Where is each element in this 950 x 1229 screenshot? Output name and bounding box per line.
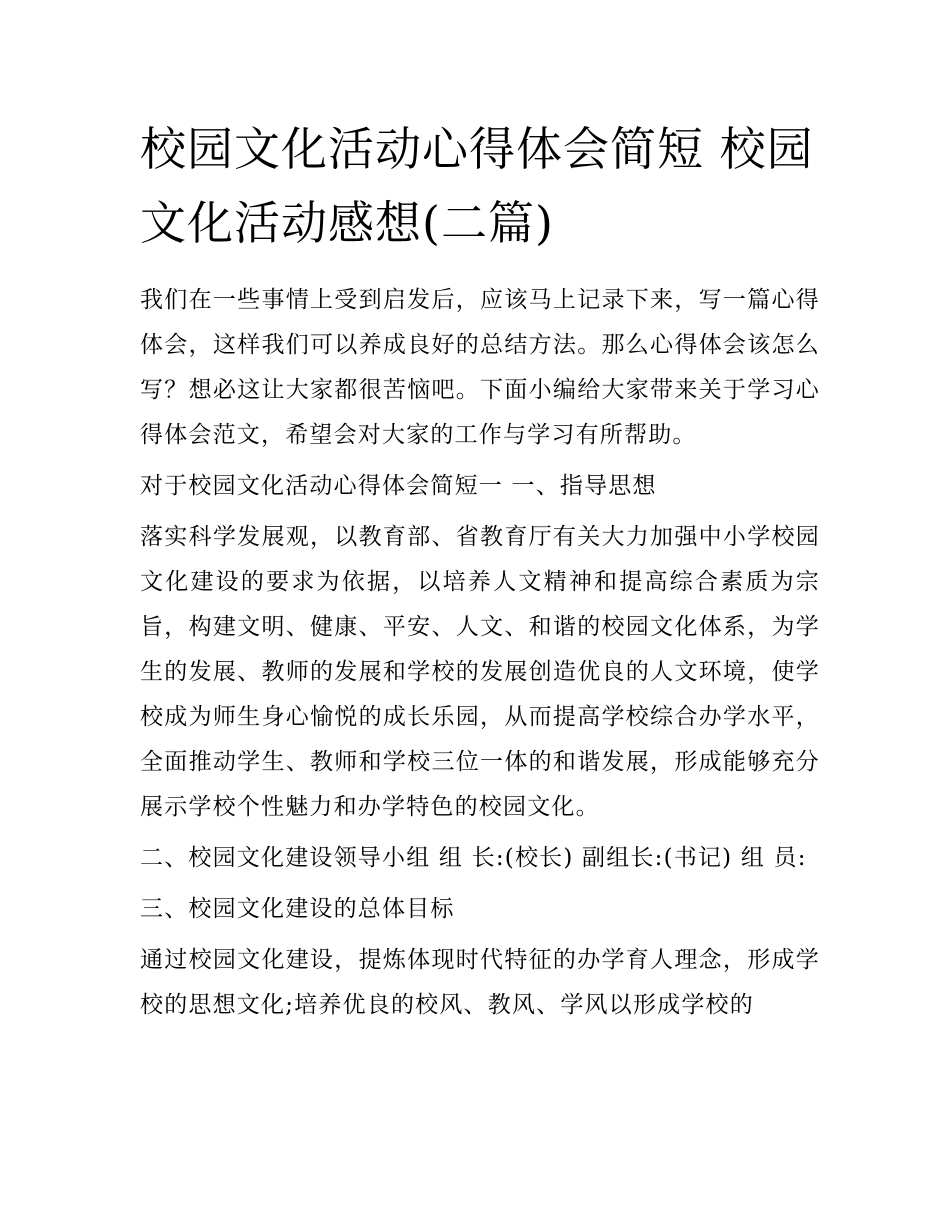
section-heading-leadership-group: 二、校园文化建设领导小组 组 长:(校长) 副组长:(书记) 组 员:	[140, 845, 807, 871]
intro-paragraph: 我们在一些事情上受到启发后，应该马上记录下来，写一篇心得体会，这样我们可以养成良好的总结方法。那么心得体会该怎么写？想必这让大家都很苦恼吧。下面小编给大家带来关于学习心得体会范文，希望会对大家的工作与学习有所帮助。	[140, 287, 820, 448]
section-heading-overall-goal: 三、校园文化建设的总体目标	[140, 896, 455, 922]
section-heading-guiding-thought: 对于校园文化活动心得体会简短一 一、指导思想	[140, 473, 657, 499]
guiding-thought-paragraph: 落实科学发展观，以教育部、省教育厅有关大力加强中小学校园文化建设的要求为依据，以培养人文精神和提高综合素质为宗旨，构建文明、健康、平安、人文、和谐的校园文化体系，为学生的发展、教师的发展和学校的发展创造优良的人文环境，使学校成为师生身心愉悦的成长乐园，从而提高学校综合办学水平，全面推动学生、教师和学校三位一体的和谐发展，形成能够充分展示学校个性魅力和办学特色的校园文化。	[140, 524, 820, 820]
document-body	[140, 278, 820, 1034]
document-title: 校园文化活动心得体会简短 校园文化活动感想(二篇)	[140, 122, 814, 250]
overall-goal-paragraph: 通过校园文化建设，提炼体现时代特征的办学育人理念，形成学校的思想文化;培养优良的校风、教风、学风以形成学校的	[140, 947, 820, 1018]
